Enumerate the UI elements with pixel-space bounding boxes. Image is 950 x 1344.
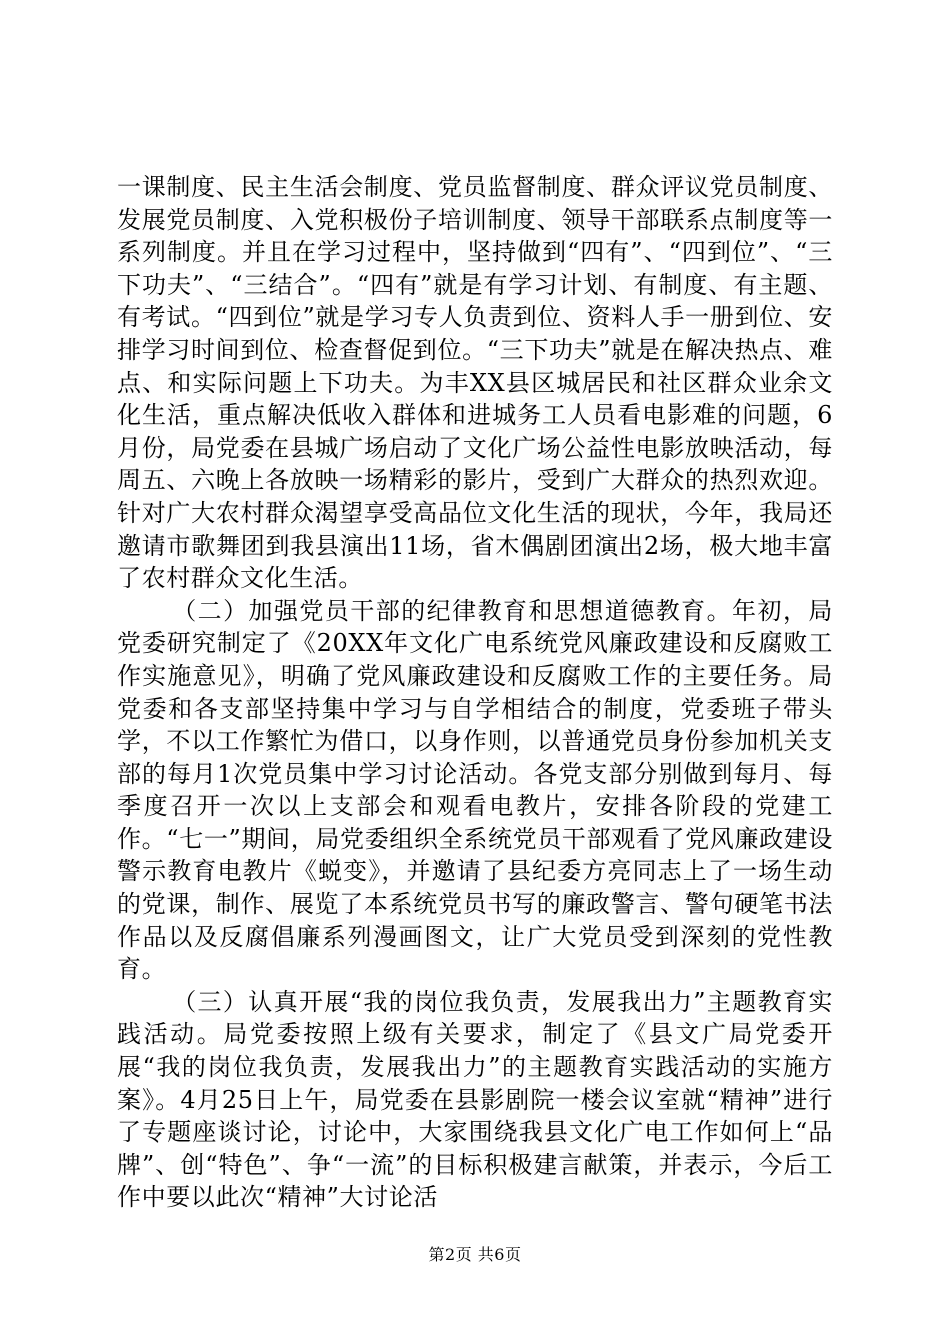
document-body <box>117 171 833 1214</box>
page-footer: 第2页 共6页 <box>428 1245 522 1264</box>
paragraph-continuation: 一课制度、民主生活会制度、党员监督制度、群众评议党员制度、发展党员制度、入党积极份子培训制度、领导干部联系点制度等一系列制度。并且在学习过程中，坚持做到“四有”、“四到位”、“三下功夫”、“三结合”。“四有”就是有学习计划、有制度、有主题、有考试。“四到位”就是学习专人负责到位、资料人手一册到位、安排学习时间到位、检查督促到位。“三下功夫”就是在解决热点、难点、和实际问题上下功夫。为丰XX县区城居民和社区群众业余文化生活，重点解决低收入群体和进城务工人员看电影难的问题，6月份，局党委在县城广场启动了文化广场公益性电影放映活动，每周五、六晚上各放映一场精彩的影片，受到广大群众的热烈欢迎。针对广大农村群众渴望享受高品位文化生活的现状，今年，我局还邀请市歌舞团到我县演出11场，省木偶剧团演出2场，极大地丰富了农村群众文化生活。 <box>117 173 833 593</box>
paragraph-discipline-education: （二）加强党员干部的纪律教育和思想道德教育。年初，局党委研究制定了《20XX年文化广电系统党风廉政建设和反腐败工作实施意见》，明确了党风廉政建设和反腐败工作的主要任务。局党委和各支部坚持集中学习与自学相结合的制度，党委班子带头学，不以工作繁忙为借口，以身作则，以普通党员身份参加机关支部的每月1次党员集中学习讨论活动。各党支部分别做到每月、每季度召开一次以上支部会和观看电教片，安排各阶段的党建工作。“七一”期间，局党委组织全系统党员干部观看了党风廉政建设警示教育电教片《蜕变》，并邀请了县纪委方亮同志上了一场生动的党课，制作、展览了本系统党员书写的廉政警言、警句硬笔书法作品以及反腐倡廉系列漫画图文，让广大党员受到深刻的党性教育。 <box>117 596 833 984</box>
paragraph-theme-education: （三）认真开展“我的岗位我负责，发展我出力”主题教育实践活动。局党委按照上级有关要求，制定了《县文广局党委开展“我的岗位我负责，发展我出力”的主题教育实践活动的实施方案》。4月25日上午，局党委在县影剧院一楼会议室就“精神”进行了专题座谈讨论，讨论中，大家围绕我县文化广电工作如何上“品牌”、创“特色”、争“一流”的目标积极建言献策，并表示，今后工作中要以此次“精神”大讨论活 <box>117 987 833 1212</box>
